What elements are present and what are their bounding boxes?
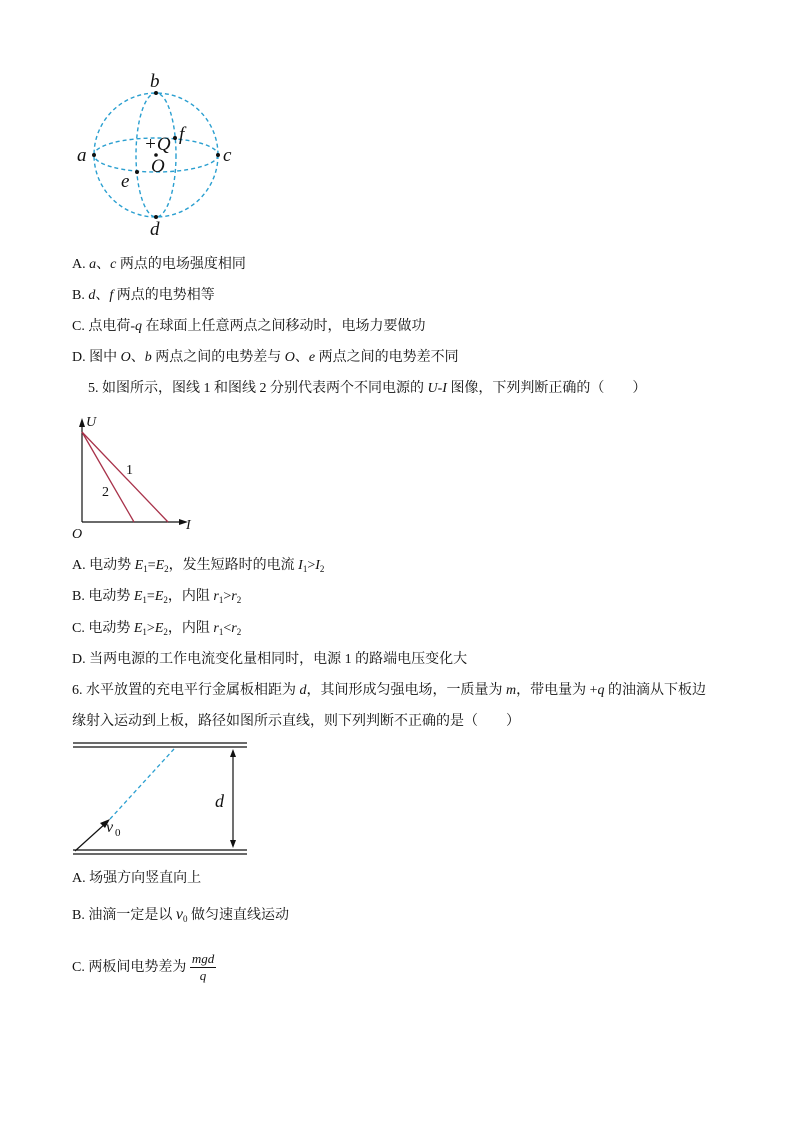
droplet-path: [110, 749, 174, 819]
line-2-label: 2: [102, 485, 109, 500]
distance-arrow-top: [230, 749, 236, 757]
label-f: f: [179, 124, 185, 145]
x-axis-label: I: [186, 518, 191, 533]
q4-option-d: D. 图中 O、b 两点之间的电势差与 O、e 两点之间的电势差不同: [72, 350, 459, 365]
q5-option-b: B. 电动势 $E_1=E_2$，内阻 $r_1>r_2$: [72, 589, 242, 605]
q5-stem: 5. 如图所示，图线 1 和图线 2 分别代表两个不同电源的 U-I 图像，下列判断正确的（ ）: [88, 381, 647, 396]
label-b: b: [150, 71, 160, 92]
point-f: [173, 136, 177, 140]
velocity-subscript: 0: [115, 827, 121, 839]
sphere-figure: [70, 68, 250, 238]
label-e: e: [121, 171, 130, 192]
graph-line-1: [82, 432, 168, 522]
label-d: d: [150, 219, 160, 238]
ui-graph-figure: [70, 408, 200, 543]
label-c: c: [223, 145, 232, 166]
distance-label: d: [215, 791, 224, 811]
q5-option-c: C. 电动势 $E_1>E_2$，内阻 $r_1<r_2$: [72, 621, 242, 637]
q4-option-b: B. d、f 两点的电势相等: [72, 288, 215, 303]
origin-label: O: [72, 527, 83, 542]
voltage-fraction: $\frac{\text{mgd}}{q}$: [191, 951, 215, 984]
y-axis-arrow: [79, 418, 85, 427]
q6-stem-line2: 缘射入运动到上板，路径如图所示直线，则下列判断不正确的是（ ）: [72, 714, 520, 729]
point-c: [216, 153, 220, 157]
label-charge: +Q: [144, 134, 171, 155]
point-e: [135, 170, 139, 174]
velocity-arrow-line: [75, 823, 106, 851]
label-a: a: [77, 145, 87, 166]
velocity-label: v: [106, 819, 114, 836]
distance-arrow-bottom: [230, 840, 236, 848]
label-center: O: [151, 156, 165, 177]
y-axis-label: U: [86, 415, 97, 430]
q6-option-a: A. 场强方向竖直向上: [72, 871, 202, 886]
q6-option-c: C. 两板间电势差为 $\frac{\text{mgd}}{q}$: [72, 951, 215, 984]
q4-option-a: A. a、c 两点的电场强度相同: [72, 257, 246, 272]
q5-option-a: A. 电动势 $E_1=E_2$，发生短路时的电流 $I_1>I_2$: [72, 558, 325, 574]
q5-option-d: D. 当两电源的工作电流变化量相同时，电源 1 的路端电压变化大: [72, 652, 468, 667]
q6-stem-line1: 6. 水平放置的充电平行金属板相距为 d，其间形成匀强电场，一质量为 m，带电量为 +q 的油滴从下板边: [72, 683, 707, 698]
point-a: [92, 153, 96, 157]
q4-option-c: C. 点电荷-q 在球面上任意两点之间移动时，电场力要做功: [72, 319, 426, 334]
plates-figure: [70, 738, 255, 863]
q6-option-b: B. 油滴一定是以 $v_0$ 做匀速直线运动: [72, 906, 289, 924]
line-1-label: 1: [126, 463, 133, 478]
